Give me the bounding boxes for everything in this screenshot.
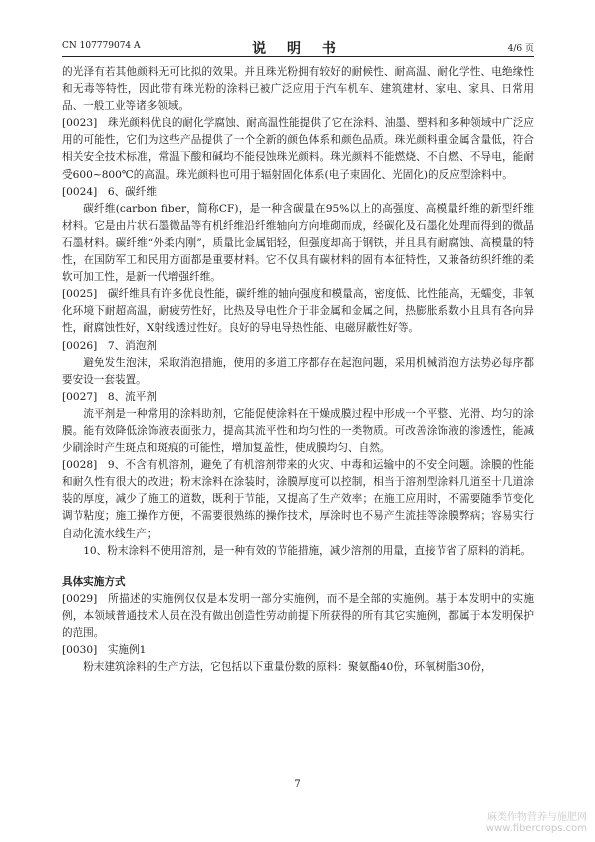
paragraph-example-1: 粉末建筑涂料的生产方法，它包括以下重量份数的原料：聚氨酯40份，环氧树脂30份， <box>83 661 492 674</box>
paragraph-0030: [0030] 实施例1 <box>62 644 147 657</box>
page-indicator: 4/6 页 <box>507 44 534 54</box>
paragraph-ref: [0029] <box>62 592 98 605</box>
paragraph-defoamer: 避免发生泡沫，采取消泡措施，使用的多道工序都存在起泡问题，采用机械消泡方法势必每序都要安设一套装置。 <box>62 356 534 386</box>
watermark-url: www.fibercrops.com <box>485 823 587 834</box>
paragraph-0027: [0027] 8、流平剂 <box>62 390 157 403</box>
paragraph-ref: [0027] <box>62 390 98 403</box>
paragraph-ref: [0023] <box>62 117 98 130</box>
page-header <box>62 38 534 57</box>
page-number: 7 <box>294 779 301 790</box>
watermark-title: 麻类作物营养与施肥网 <box>487 812 587 823</box>
paragraph-0028: [0028] 9、不含有机溶剂，避免了有机溶剂带来的火灾、中毒和运输中的不安全问题。涂膜的性能和耐久性有很大的改进；粉末涂料在涂装时，涂膜厚度可以控制，相当于溶剂型涂料几道至十几道涂装的厚度，减少了施工的道数，既利于节能，又提高了生产效率；在施工应用时，不需要随季节变化调节粘度；施工操作方便，不需要很熟练的操作技术，厚涂时也不易产生流挂等涂膜弊病；容易实行自动化流水线生产； <box>62 459 534 540</box>
paragraph-ref: [0026] <box>62 339 98 352</box>
patent-number: CN 107779074 A <box>62 41 141 51</box>
document-title: 说 明 书 <box>252 41 344 57</box>
paragraph-carbon-fiber: 碳纤维(carbon fiber，简称CF)，是一种含碳量在95%以上的高强度、高模量纤维的新型纤维材料。它是由片状石墨微晶等有机纤维沿纤维轴向方向堆砌而成，经碳化及石墨化处理而得到的微晶石墨材料。碳纤维“外柔内刚”，质量比金属铝轻，但强度却高于钢铁，并且具有耐腐蚀、高模量的特性，在国防军工和民用方面都是重要材料。它不仅具有碳材料的固有本征特性，又兼备纺织纤维的柔软可加工性，是新一代增强纤维。 <box>62 202 534 284</box>
paragraph-0026: [0026] 7、消泡剂 <box>62 339 157 352</box>
paragraph-powder-coating: 10、粉末涂料不使用溶剂，是一种有效的节能措施，减少溶剂的用量，直接节省了原料的消耗。 <box>83 544 532 557</box>
paragraph-leveling-agent: 流平剂是一种常用的涂料助剂，它能促使涂料在干燥成膜过程中形成一个平整、光滑、均匀的涂膜。能有效降低涂饰液表面张力，提高其流平性和均匀性的一类物质。可改善涂饰液的渗透性，能减少刷涂时产生斑点和斑痕的可能性，增加复盖性，使成膜均匀、自然。 <box>62 407 534 455</box>
paragraph-ref: [0030] <box>62 644 98 657</box>
paragraph-continuation: 的光泽有若其他颜料无可比拟的效果。并且珠光粉拥有较好的耐候性、耐高温、耐化学性、电绝缘性和无毒等特性，因此带有珠光粉的涂料已被广泛应用于汽车机车、建筑建材、家电、家具、日常用品、一般工业等诸多领域。 <box>62 66 534 113</box>
paragraph-0023: [0023] 珠光颜料优良的耐化学腐蚀、耐高温性能提供了它在涂料、油墨、塑料和多种领域中广泛应用的可能性，它们为这些产品提供了一个全新的颜色体系和颜色品质。珠光颜料重金属含量低，符合相关安全技术标准，常温下酸和碱均不能侵蚀珠光颜料。珠光颜料不能燃烧、不自燃、不导电，能耐受600~800℃的高温。珠光颜料也可用于辐射固化体系(电子束固化、光固化)的反应型涂料中。 <box>62 117 534 181</box>
paragraph-0029: [0029] 所描述的实施例仅仅是本发明一部分实施例，而不是全部的实施例。基于本发明中的实施例，本领域普通技术人员在没有做出创造性劳动前提下所获得的所有其它实施例，都属于本发明保护的范围。 <box>62 592 534 639</box>
paragraph-ref: [0025] <box>62 288 98 301</box>
paragraph-0025: [0025] 碳纤维具有许多优良性能，碳纤维的轴向强度和模量高，密度低、比性能高，无蠕变，非氧化环境下耐超高温，耐疲劳性好，比热及导电性介于非金属和金属之间，热膨胀系数小且具有各向异性，耐腐蚀性好，X射线透过性好。良好的导电导热性能、电磁屏蔽性好等。 <box>62 288 534 335</box>
paragraph-ref: [0024] <box>62 185 98 198</box>
watermark <box>486 812 587 834</box>
section-heading: 具体实施方式 <box>62 575 126 588</box>
paragraph-0024: [0024] 6、碳纤维 <box>62 185 157 198</box>
page-body <box>62 64 534 676</box>
paragraph-ref: [0028] <box>62 459 98 472</box>
